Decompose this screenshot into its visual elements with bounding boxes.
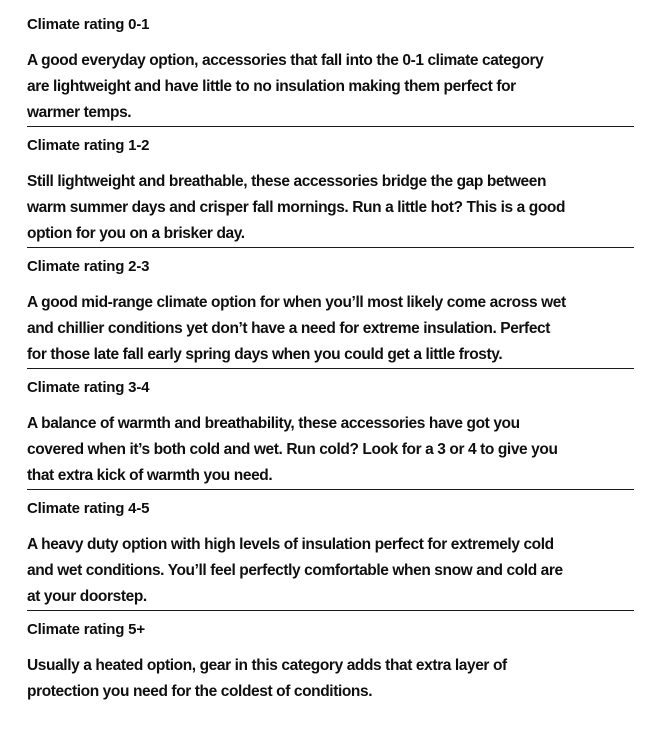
paragraph-line: are lightweight and have little to no insulation making them perfect for <box>27 77 516 95</box>
paragraph-line: warmer temps. <box>27 103 132 121</box>
section-divider <box>27 247 634 248</box>
section-paragraph <box>27 532 634 610</box>
climate-rating-section-3-4 <box>27 377 634 490</box>
climate-rating-section-2-3 <box>27 256 634 369</box>
section-paragraph <box>27 48 634 126</box>
paragraph-line: covered when it’s both cold and wet. Run cold? Look for a 3 or 4 to give you <box>27 440 558 458</box>
paragraph-line: for those late fall early spring days when you could get a little frosty. <box>27 345 503 363</box>
climate-rating-section-5-plus <box>27 619 634 705</box>
section-paragraph <box>27 169 634 247</box>
paragraph-line: Usually a heated option, gear in this category adds that extra layer of <box>27 656 507 674</box>
paragraph-line: and chillier conditions yet don’t have a need for extreme insulation. Perfect <box>27 319 551 337</box>
paragraph-line: A good mid-range climate option for when you’ll most likely come across wet <box>27 293 566 311</box>
section-divider <box>27 489 634 490</box>
section-divider <box>27 610 634 611</box>
paragraph-line: option for you on a brisker day. <box>27 224 245 242</box>
section-heading: Climate rating 4-5 <box>27 500 150 517</box>
climate-rating-section-1-2 <box>27 135 634 248</box>
section-paragraph <box>27 653 634 705</box>
paragraph-line: A heavy duty option with high levels of insulation perfect for extremely cold <box>27 535 554 553</box>
climate-rating-section-4-5 <box>27 498 634 611</box>
section-paragraph <box>27 411 634 489</box>
paragraph-line: warm summer days and crisper fall mornings. Run a little hot? This is a good <box>27 198 566 216</box>
paragraph-line: protection you need for the coldest of conditions. <box>27 682 373 700</box>
paragraph-line: and wet conditions. You’ll feel perfectly comfortable when snow and cold are <box>27 561 563 579</box>
section-heading: Climate rating 2-3 <box>27 258 150 275</box>
section-heading: Climate rating 3-4 <box>27 379 150 396</box>
climate-rating-section-0-1 <box>27 14 634 127</box>
paragraph-line: A balance of warmth and breathability, these accessories have got you <box>27 414 520 432</box>
section-paragraph <box>27 290 634 368</box>
paragraph-line: at your doorstep. <box>27 587 147 605</box>
section-heading: Climate rating 0-1 <box>27 16 150 33</box>
section-heading: Climate rating 1-2 <box>27 137 150 154</box>
section-heading: Climate rating 5+ <box>27 621 145 638</box>
paragraph-line: Still lightweight and breathable, these accessories bridge the gap between <box>27 172 547 190</box>
section-divider <box>27 368 634 369</box>
paragraph-line: that extra kick of warmth you need. <box>27 466 273 484</box>
paragraph-line: A good everyday option, accessories that fall into the 0-1 climate category <box>27 51 544 69</box>
section-divider <box>27 126 634 127</box>
